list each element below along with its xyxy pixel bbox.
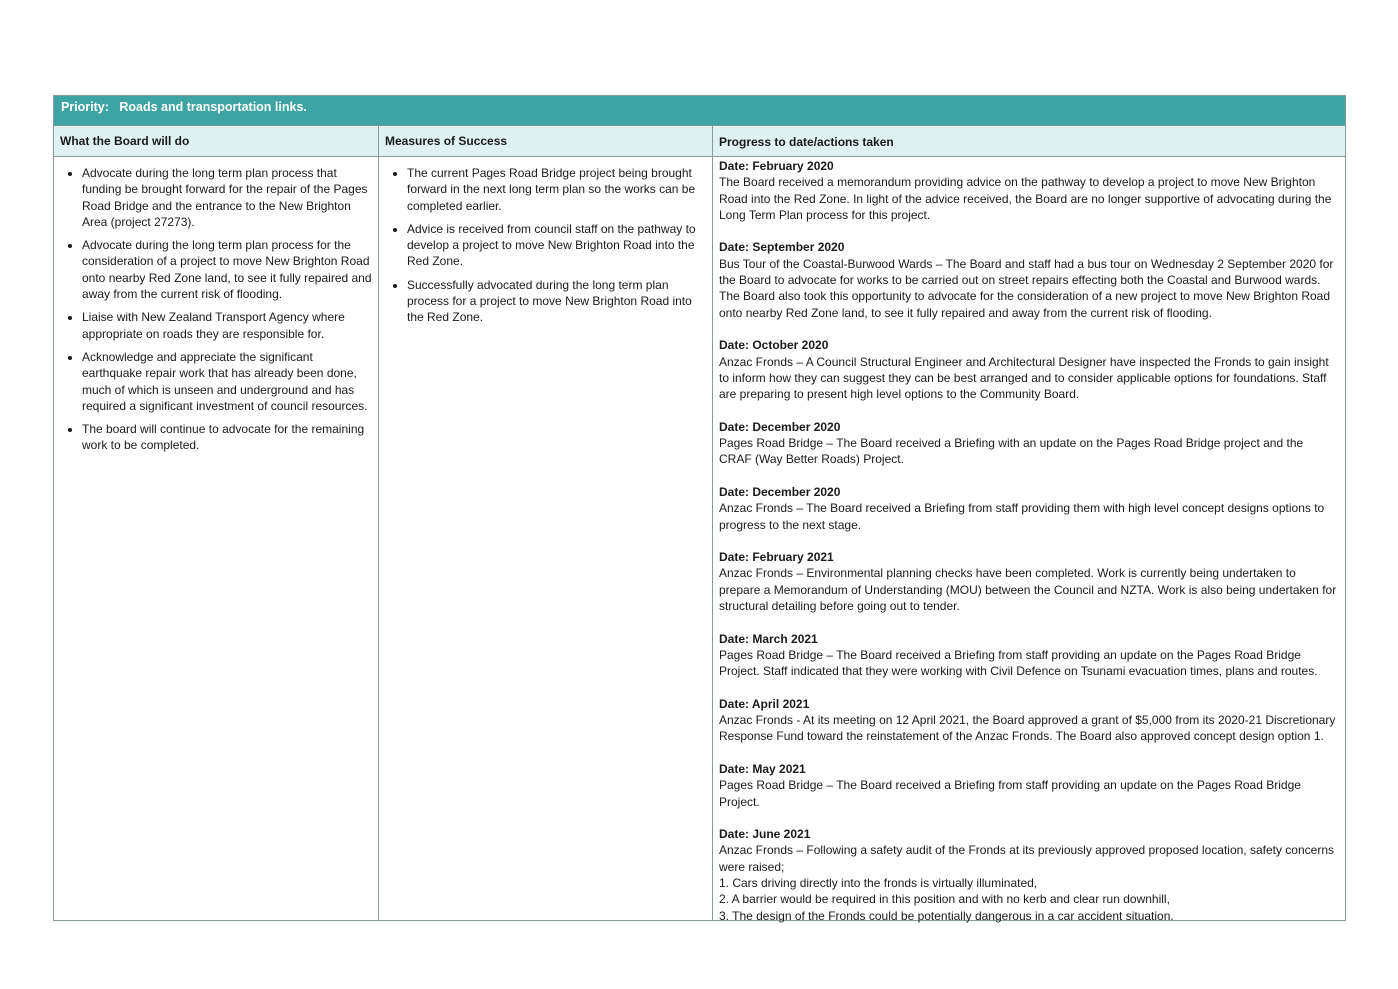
measures-cell: [379, 157, 713, 921]
entry-text: Anzac Fronds – Environmental planning checks have been completed. Work is currently being undertaken to prepare a Memorandum of Understanding (MOU) between the Council and NZTA. Work is also being undertaken for structural detailing before going out to tender.: [719, 566, 1337, 614]
entry-date: Date: March 2021: [719, 631, 818, 646]
progress-entry: [719, 158, 1339, 223]
header-progress: Progress to date/actions taken: [719, 135, 894, 149]
measures-list: [379, 157, 712, 326]
entry-text: Anzac Fronds - At its meeting on 12 April 2021, the Board approved a grant of $5,000 from its 2020-21 Discretionary Response Fund toward the reinstatement of the Anzac Fronds. The Board also approved concept design option 1.: [719, 713, 1336, 744]
progress-entry: [719, 337, 1339, 402]
entry-date: Date: April 2021: [719, 696, 810, 711]
entry-date: Date: June 2021: [719, 827, 811, 842]
list-item: • Advocate during the long term plan process for the consideration of a project to move New Brighton Road onto nearby Red Zone land, to see it fully repaired and away from the current risk of flooding.: [82, 237, 372, 302]
progress-entry: [719, 696, 1339, 745]
progress-cell: [713, 157, 1345, 921]
progress-entry: [719, 549, 1339, 614]
entry-date: Date: February 2020: [719, 159, 834, 173]
entry-date: Date: December 2020: [719, 419, 841, 434]
entry-text: Anzac Fronds – Following a safety audit of the Fronds at its previously approved proposed location, safety concerns were raised; 1. Cars driving directly into the fronds is virtually illuminated, 2. A barrier would be required in this position and with no kerb and clear run downhill, 3. The design of the Fronds could be potentially dangerous in a car accident situation.: [719, 843, 1334, 923]
table-body-row: [54, 157, 1345, 921]
progress-entry: [719, 631, 1339, 680]
entry-date: Date: December 2020: [719, 484, 841, 499]
table-header-row: [54, 126, 1345, 157]
progress-entry: [719, 419, 1339, 468]
entry-date: Date: May 2021: [719, 761, 806, 776]
list-item: • The current Pages Road Bridge project being brought forward in the next long term plan so the works can be completed earlier.: [407, 165, 706, 214]
board-actions-cell: [54, 157, 379, 921]
entry-text: Pages Road Bridge – The Board received a Briefing with an update on the Pages Road Bridge project and the CRAF (Way Better Roads) Project.: [719, 436, 1304, 467]
entry-date: Date: February 2021: [719, 550, 834, 565]
list-item: • The board will continue to advocate for the remaining work to be completed.: [82, 421, 372, 454]
entry-text: Pages Road Bridge – The Board received a Briefing from staff providing an update on the Pages Road Bridge Project.: [719, 778, 1301, 809]
list-item: • Advice is received from council staff on the pathway to develop a project to move New Brighton Road into the Red Zone.: [407, 221, 706, 270]
entry-text: Pages Road Bridge – The Board received a Briefing from staff providing an update on the Pages Road Bridge Project. Staff indicated that they were working with Civil Defence on Tsunami evacuation times, plans and routes.: [719, 647, 1318, 679]
list-item: • Advocate during the long term plan process that funding be brought forward for the repair of the Pages Road Bridge and the entrance to the New Brighton Area (project 27273).: [82, 165, 372, 230]
progress-entry: [719, 761, 1339, 810]
list-item: • Liaise with New Zealand Transport Agency where appropriate on roads they are responsible for.: [82, 309, 372, 342]
list-item: • Acknowledge and appreciate the significant earthquake repair work that has already been done, much of which is unseen and underground and has required a significant investment of council resources.: [82, 349, 372, 414]
progress-entry: [719, 239, 1339, 320]
priority-table: [53, 95, 1346, 921]
entry-text: The Board received a memorandum providing advice on the pathway to develop a project to move New Brighton Road into the Red Zone. In light of the advice received, the Board are no longer supportive of advocating during the Long Term Plan process for this project.: [719, 175, 1332, 222]
entry-date: Date: October 2020: [719, 338, 829, 353]
entry-text: Anzac Fronds – A Council Structural Engineer and Architectural Designer have inspected the Fronds to gain insight to inform how they can suggest they can be best arranged and to consider applicable options for foundations. Staff are preparing to present high level options to the Community Board.: [719, 354, 1329, 402]
priority-banner: Priority: Roads and transportation links.: [54, 96, 1345, 126]
board-actions-list: [54, 157, 378, 454]
entry-text: Bus Tour of the Coastal-Burwood Wards – The Board and staff had a bus tour on Wednesday 2 September 2020 for the Board to advocate for works to be carried out on street repairs effecting both the Coastal and Burwood wards. The Board also took this opportunity to advocate for the consideration of a new project to move New Brighton Road onto nearby Red Zone land, to see it fully repaired and away from the current risk of flooding.: [719, 256, 1334, 320]
progress-entry: [719, 484, 1339, 533]
progress-entry: [719, 826, 1339, 924]
header-measures: Measures of Success: [379, 126, 713, 156]
list-item: • Successfully advocated during the long term plan process for a project to move New Brighton Road into the Red Zone.: [407, 277, 706, 326]
entry-text: Anzac Fronds – The Board received a Briefing from staff providing them with high level concept designs options to progress to the next stage.: [719, 501, 1325, 532]
entry-date: Date: September 2020: [719, 240, 845, 255]
header-board-actions: What the Board will do: [54, 126, 379, 156]
